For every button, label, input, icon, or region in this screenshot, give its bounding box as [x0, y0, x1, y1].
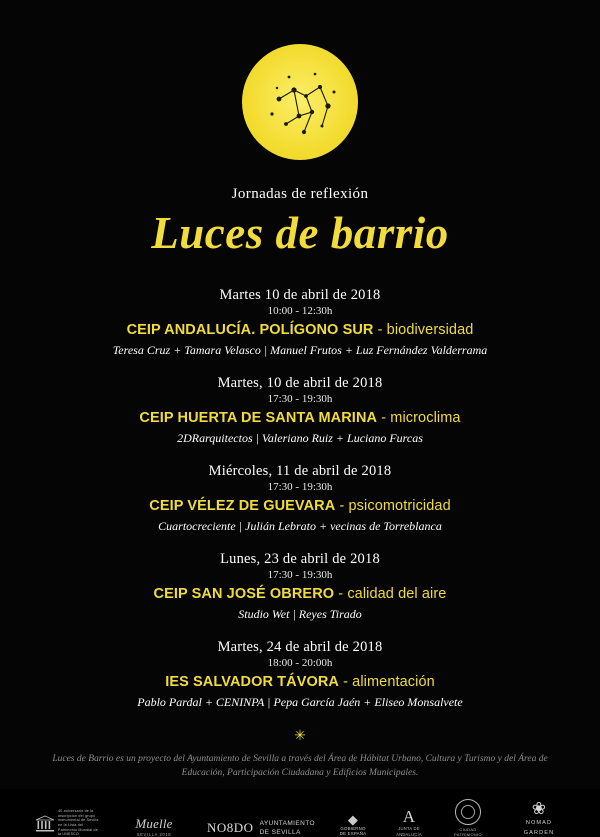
event-school-line: [0, 410, 600, 426]
nodo-mark: NO8DO: [207, 820, 254, 836]
ayuntamiento-logo: [207, 820, 315, 837]
event-item: [0, 375, 600, 446]
event-school: CEIP HUERTA DE SANTA MARINA: [139, 409, 378, 426]
gobierno-line1: GOBIERNO: [340, 825, 366, 831]
andalucia-logo: [395, 808, 423, 837]
event-school: CEIP ANDALUCÍA. POLÍGONO SUR: [126, 321, 374, 338]
footer-logos: [0, 799, 600, 837]
logo-container: [0, 0, 600, 160]
event-people: Studio Wet | Reyes Tirado: [238, 606, 362, 621]
event-school-line: [0, 674, 600, 690]
event-time: 10:00 - 12:30h: [267, 304, 333, 317]
event-school: CEIP SAN JOSÉ OBRERO: [153, 585, 335, 602]
constellation-logo-icon: [242, 44, 358, 160]
events-list: [0, 287, 600, 710]
event-topic: - biodiversidad: [373, 321, 474, 338]
seal-icon: [455, 799, 481, 825]
event-topic: - psicomotricidad: [335, 497, 451, 514]
event-school-line: [0, 322, 600, 338]
event-topic: - microclima: [377, 409, 461, 426]
event-school-line: [0, 586, 600, 602]
star-divider-icon: ✳: [294, 726, 306, 743]
event-time: 18:00 - 20:00h: [267, 656, 333, 669]
seal-text: CIUDAD PATRIMONIO: [454, 826, 482, 837]
credits-text: Luces de Barrio es un proyecto del Ayuntamiento de Sevilla a través del Área de Hábitat Urbano, Cultura y Turismo y del Área de Educación, Participación Ciudadana y Edificios Municipales.: [52, 753, 548, 779]
nomad-line1: NOMAD: [525, 819, 553, 826]
andalucia-mark: A: [402, 807, 416, 827]
event-date: Martes 10 de abril de 2018: [219, 286, 381, 303]
event-item: [0, 639, 600, 710]
nomad-garden-logo: [513, 800, 565, 837]
event-school-line: [0, 498, 600, 514]
unesco-logo: [35, 809, 101, 837]
gobierno-line2: DE ESPAÑA: [339, 831, 367, 837]
ciudad-patrimonio-logo: [445, 799, 491, 837]
event-item: [0, 287, 600, 358]
event-date: Lunes, 23 de abril de 2018: [220, 550, 380, 567]
ayuntamiento-line1: AYUNTAMIENTO: [259, 820, 315, 828]
andalucia-sub: JUNTA DE ANDALUCÍA: [396, 826, 422, 837]
event-topic: - calidad del aire: [334, 585, 447, 602]
nomad-line2: GARDEN: [523, 829, 555, 836]
event-time: 17:30 - 19:30h: [267, 568, 333, 581]
event-people: 2DRarquitectos | Valeriano Ruiz + Luciano Furcas: [177, 430, 423, 445]
event-people: Pablo Pardal + CENINPA | Pepa García Jaén + Eliseo Monsalvete: [137, 694, 463, 709]
event-time: 17:30 - 19:30h: [267, 392, 333, 405]
unesco-temple-icon: [35, 815, 55, 837]
muelle-logo-sub: SEVILLA 2018: [136, 831, 172, 837]
unesco-logo-text: 40 aniversario de la inscripción del grupo monumental de Sevilla en la Lista del Patrimonio Mundial de la UNESCO: [58, 808, 99, 837]
event-topic: - alimentación: [338, 673, 435, 690]
poster-title: Luces de barrio: [151, 208, 449, 258]
ayuntamiento-line2: DE SEVILLA: [259, 828, 301, 836]
event-school: IES SALVADOR TÁVORA: [165, 673, 339, 690]
event-time: 17:30 - 19:30h: [267, 480, 333, 493]
event-item: [0, 551, 600, 622]
event-date: Martes, 24 de abril de 2018: [217, 638, 383, 655]
plant-icon: ❀: [531, 798, 547, 818]
event-school: CEIP VÉLEZ DE GUEVARA: [149, 497, 336, 514]
event-people: Cuartocreciente | Julián Lebrato + vecinas de Torreblanca: [158, 518, 442, 533]
poster-subtitle: Jornadas de reflexión: [231, 186, 369, 202]
muelle-logo: [123, 817, 185, 837]
muelle-logo-script: Muelle: [135, 815, 173, 831]
gobierno-logo: [333, 813, 373, 837]
ayuntamiento-logo-text: [260, 820, 315, 837]
event-people: Teresa Cruz + Tamara Velasco | Manuel Frutos + Luz Fernández Valderrama: [112, 342, 488, 357]
event-date: Miércoles, 11 de abril de 2018: [208, 462, 392, 479]
shield-icon: ◆: [347, 811, 359, 827]
event-item: [0, 463, 600, 534]
event-date: Martes, 10 de abril de 2018: [217, 374, 383, 391]
